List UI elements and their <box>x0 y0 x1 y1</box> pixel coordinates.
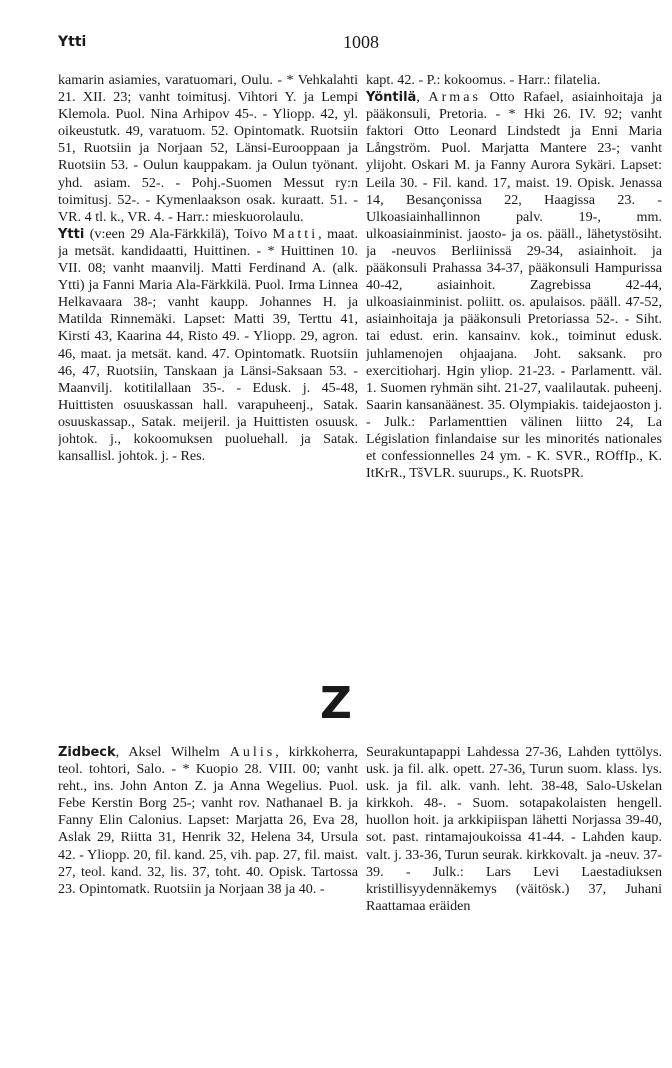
entry-called-name: Armas <box>428 89 481 106</box>
section-letter: Z <box>320 678 352 729</box>
entry-called-name: Matti <box>272 225 319 242</box>
entry-continuation: Seurakuntapappi Lahdessa 27-36, Lahden tyttölys. usk. ja fil. alk. opett. 27-36, Turun suom. klass. lys. usk. ja fil. alk. vanh. leht. 38-48, Salo-Uskelan kirkkoh. 48-. - Suom. sotapakolaisten hengell. huollon hoit. ja arkkipiispan lähetti Norjassa 39-40, sot. past. rintamajoukoissa 41-44. - Lahden kaup. valt. j. 33-36, Turun seurak. kirkkovalt. ja -neuv. 37-39. - Julk.: Lars Levi Laestadiuksen kristillisyydennäkemys (väitösk.) 37, Juhani Raattamaa eräiden <box>366 744 662 914</box>
bottom-right-column <box>366 744 662 1024</box>
running-head: Ytti <box>58 34 87 50</box>
top-right-column <box>366 72 662 647</box>
page-header <box>58 34 672 56</box>
entry-body: Otto Rafael, asiainhoitaja ja pääkonsuli, Pretoria. - * Hki 26. IV. 92; vanht faktori Otto Leonard Lindstedt ja Enni Maria Långström. Puol. Marjatta Mantere 23-; vanht ylijoht. Oskari M. ja Fanny Aurora Sykäri. Lapset: Leila 30. - Fil. kand. 17, maist. 19. Opisk. Jenassa 14, Besançonissa 22, Haagissa 23. - Ulkoasiainhallinnon palv. 19-, mm. ulkoasiainminist. jaosto- ja os. pääll., lähetystösiht. ja -neuvos Berliinissä 29-34, asiainhoit. ja pääkonsuli Prahassa 34-37, pääkonsuli Hampurissa 40-42, asiainhoit. Zagrebissa 42-44, ulkoasiainminist. poliitt. os. apulaisos. pääll. 47-52, asiainhoitaja ja pääkonsuli Pretoriassa 52-. - Siht. tai edust. erin. kansainv. kok., toiminut edusk. juhlamenojen ohjaajana. Joht. saksank. pro exercitioharj. Hgin yliop. 21-23. - Parlamentt. väl. 1. Suomen ryhmän siht. 21-27, vaalilautak. puheenj. Saarin kansanäänest. 35. Olympiakis. taidejaoston j. - Julk.: Parlamenttien välinen liitto 24, La Législation finlandaise sur les minorités nationales et confessionnelles 24 ym. - K. SVR., ROffIp., K. ItKrR., TšVLR. suurups., K. RuotsPR. <box>366 89 662 482</box>
bottom-left-column <box>58 744 358 1024</box>
entry-body: , kirkkoherra, teol. tohtori, Salo. - * Kuopio 28. VIII. 00; vanht reht., ins. John Anton Z. ja Anna Wegelius. Puol. Febe Kerstin Borg 25-; vanht rov. Nathanael B. ja Fanny Elin Calonius. Lapset: Marjatta 26, Eva 28, Aslak 29, Riitta 31, Henrik 32, Helena 34, Ursula 42. - Yliopp. 20, fil. kand. 25, vih. pap. 27, fil. maist. 27, teol. kand. 32, lis. 37, toht. 40. Opisk. Tartossa 23. Opintomatk. Ruotsiin ja Norjaan 38 ja 40. - <box>58 744 358 897</box>
page-number: 1008 <box>343 32 379 52</box>
entry-body: , maat. ja metsät. kandidaatti, Huittinen. - * Huittinen 10. VII. 08; vanht maanvilj. Matti Ferdinand A. (alk. Ytti) ja Fanni Maria Ala-Färkkilä. Puol. Irma Linnea Helkavaara 38-; vanht kaupp. Johannes H. ja Matilda Rinnemäki. Lapset: Matti 39, Terttu 41, Kirsti 43, Kaarina 44, Risto 49. - Yliopp. 29, agron. 46, maat. ja metsät. kand. 47. Opintomatk. Ruotsiin 46, 47, Ruotsiin, Tanskaan ja Länsi-Saksaan 53. - Maanvilj. kotitilallaan 35-. - Edusk. j. 45-48, Huittisten osuuskassan hall. varapuheenj., Satak. osuuskassap., Satak. meijeril. ja Huittisten osuusk. johtok. j., kokoomuksen puoluehall. ja Satak. kansallisl. johtok. j. - Res. <box>58 225 358 465</box>
entry-prefix: , <box>416 89 429 106</box>
entry-prefix: (v:een 29 Ala-Färkkilä), Toivo <box>84 225 273 242</box>
entry-called-name: Aulis <box>229 744 276 760</box>
entry-name: Yöntilä <box>366 90 417 106</box>
top-left-column <box>58 72 358 647</box>
entry-name: Zidbeck <box>58 745 116 760</box>
entry-ytti-toivo <box>58 226 358 465</box>
entry-name: Ytti <box>58 226 85 242</box>
entry-zidbeck <box>58 744 358 898</box>
entry-continuation: kapt. 42. - P.: kokoomus. - Harr.: filatelia. <box>366 72 601 88</box>
entry-continuation: kamarin asiamies, varatuomari, Oulu. - * Vehkalahti 21. XII. 23; vanht toimitusj. Vihtori Y. ja Lempi Klemola. Puol. Nina Arhipov 45-. - Yliopp. 42, yl. oikeustutk. 49, varatuom. 52. Opintomatk. Ruotsiin 51, Ruotsiin ja Norjaan 52, Länsi-Eurooppaan ja Ruotsiin 53. - Oulun kauppakam. ja Oulun työnant. yhd. asiam. 52-. - Pohj.-Suomen Messut ry:n toimitusj. 52-. - Kymenlaakson osak. kuraatt. 51. - VR. 4 tl. k., VR. 4. - Harr.: mieskuorolaulu. <box>58 72 358 225</box>
entry-prefix: , Aksel Wilhelm <box>115 744 230 760</box>
entry-yontila <box>366 89 662 482</box>
